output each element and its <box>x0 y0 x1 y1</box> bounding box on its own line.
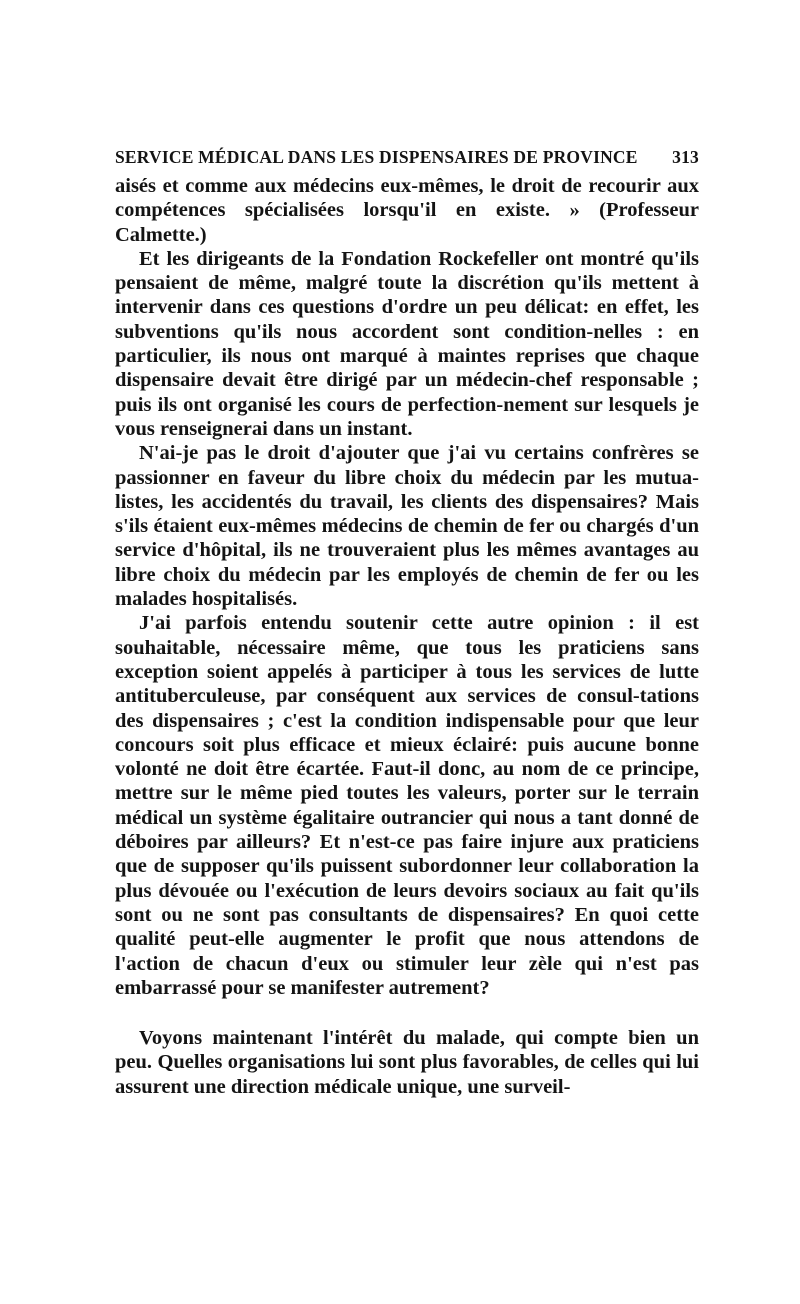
paragraph-rockefeller: Et les dirigeants de la Fondation Rockefeller ont montré qu'ils pensaient de même, malgré toute la discrétion qu'ils mettent à intervenir dans ces questions d'ordre un peu délicat: en effet, les subventions qu'ils nous accordent sont condition-nelles : en particulier, ils nous ont marqué à maintes reprises que chaque dispensaire devait être dirigé par un médecin-chef responsable ; puis ils ont organisé les cours de perfection-nement sur lesquels je vous renseignerai dans un instant. <box>115 247 699 440</box>
running-header <box>115 146 699 168</box>
paragraph-interet-malade: Voyons maintenant l'intérêt du malade, qui compte bien un peu. Quelles organisations lui sont plus favorables, de celles qui lui assurent une direction médicale unique, une surveil- <box>115 1027 699 1098</box>
paragraph-libre-choix: N'ai-je pas le droit d'ajouter que j'ai vu certains confrères se passionner en faveur du libre choix du médecin par les mutua-listes, les accidentés du travail, les clients des dispensaires? Mais s'ils étaient eux-mêmes médecins de chemin de fer ou chargés d'un service d'hôpital, ils ne trouveraient plus les mêmes avantages au libre choix du médecin par les employés de chemin de fer ou les malades hospitalisés. <box>115 442 699 611</box>
paragraph-opinion: J'ai parfois entendu soutenir cette autre opinion : il est souhaitable, nécessaire même, que tous les praticiens sans exception soient appelés à participer à tous les services de lutte antituberculeuse, par conséquent aux services de consul-tations des dispensaires ; c'est la condition indispensable pour que leur concours soit plus efficace et mieux éclairé: puis aucune bonne volonté ne doit être écartée. Faut-il donc, au nom de ce principe, mettre sur le même pied toutes les valeurs, porter sur le terrain médical un système égalitaire outrancier qui nous a tant donné de déboires par ailleurs? Et n'est-ce pas faire injure aux praticiens que de supposer qu'ils puissent subordonner leur collaboration la plus dévouée ou l'exécution de leurs devoirs sociaux au fait qu'ils sont ou ne sont pas consultants de dispensaires? En quoi cette qualité peut-elle augmenter le profit que nous attendons de l'action de chacun d'eux ou stimuler leur zèle qui n'est pas embarrassé pour se manifester autrement? <box>115 612 699 999</box>
running-title: SERVICE MÉDICAL DANS LES DISPENSAIRES DE PROVINCE <box>115 147 638 167</box>
page-number: 313 <box>672 147 699 167</box>
paragraph-continuation: aisés et comme aux médecins eux-mêmes, le droit de recourir aux compétences spécialisées lorsqu'il en existe. » (Professeur Calmette.) <box>115 175 699 246</box>
book-page <box>115 146 699 1099</box>
